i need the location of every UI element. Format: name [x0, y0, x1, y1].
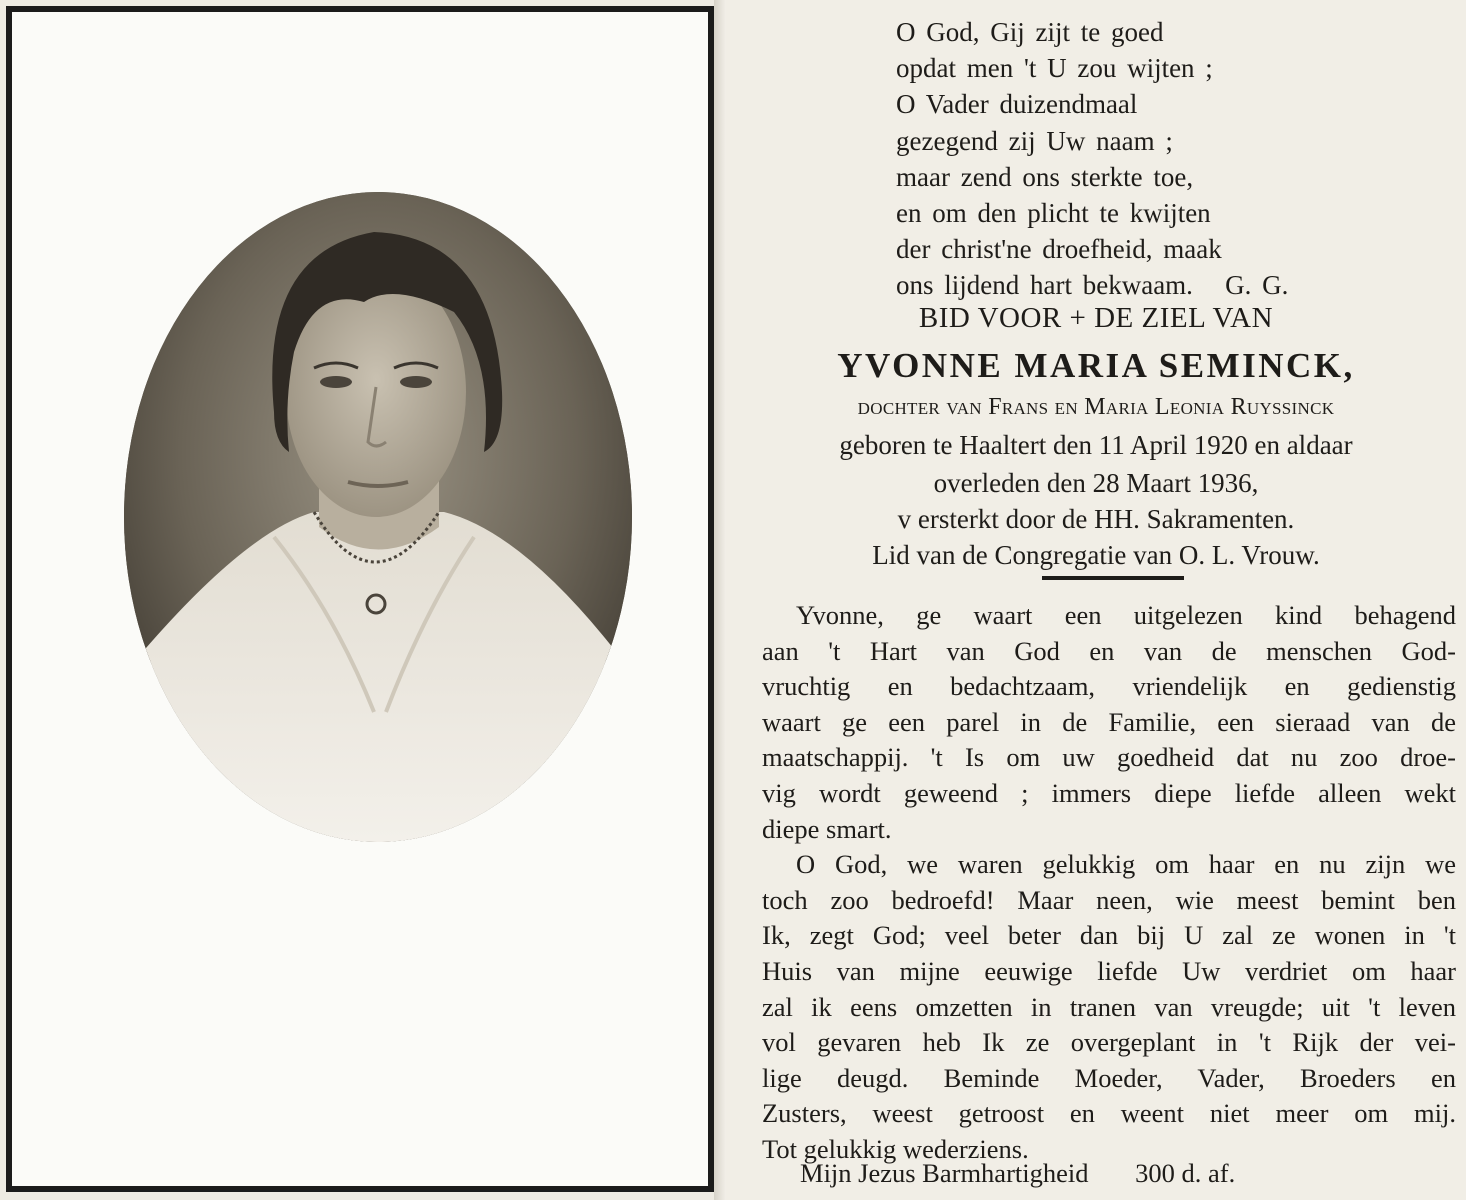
poem	[896, 14, 1416, 304]
poem-line: maar zend ons sterkte toe,	[896, 161, 1194, 192]
body-line: Zusters, weest getroost en weent niet meer om mij.	[762, 1098, 1456, 1129]
indulgence-amount: 300 d. af.	[1135, 1158, 1236, 1188]
indulgence-text: Mijn Jezus Barmhartigheid	[800, 1158, 1089, 1188]
body-line: diepe smart.	[762, 813, 892, 844]
death-line: overleden den 28 Maart 1936,	[933, 468, 1259, 498]
body-line: Huis van mijne eeuwige liefde Uw verdriet om haar	[762, 955, 1456, 986]
poem-line: opdat men 't U zou wijten ;	[896, 53, 1213, 84]
body-line: lige deugd. Beminde Moeder, Vader, Broeders en	[762, 1062, 1456, 1093]
memorial-text	[762, 598, 1456, 1168]
poem-line: O God, Gij zijt te goed	[896, 17, 1164, 47]
indulgence-line	[800, 1158, 1235, 1189]
body-line: Yvonne, ge waart een uitgelezen kind behagend	[796, 600, 1456, 630]
card-gap	[714, 0, 726, 1200]
body-line: waart ge een parel in de Familie, een sieraad van de	[762, 706, 1456, 737]
body-line: aan 't Hart van God en van de menschen God-	[762, 635, 1456, 666]
parents-line: dochter van Frans en Maria Leonia Ruyssinck	[857, 394, 1335, 420]
body-line: Ik, zegt God; veel beter dan bij U zal ze wonen in 't	[762, 920, 1456, 951]
poem-line: der christ'ne droefheid, maak	[896, 234, 1222, 265]
photo-card	[6, 6, 714, 1192]
body-line: vruchtig en bedachtzaam, vriendelijk en gedienstig	[762, 671, 1456, 702]
body-line: vig wordt geweend ; immers diepe liefde alleen wekt	[762, 777, 1456, 808]
body-line: zal ik eens omzetten in tranen van vreugde; uit 't leven	[762, 991, 1456, 1022]
body-line: Tot gelukkig wederziens.	[762, 1133, 1029, 1164]
body-line: O God, we waren gelukkig om haar en nu zijn we	[796, 849, 1456, 880]
poem-line: O Vader duizendmaal	[896, 89, 1138, 120]
portrait-illustration	[124, 192, 632, 842]
body-line: vol gevaren heb Ik ze overgeplant in 't Rijk der vei-	[762, 1027, 1456, 1058]
body-line: toch zoo bedroefd! Maar neen, wie meest bemint ben	[762, 884, 1456, 915]
poem-line: ons lijdend hart bekwaam. G. G.	[896, 270, 1289, 301]
sacraments-line: v ersterkt door de HH. Sakramenten.	[897, 504, 1295, 534]
prayer-heading: BID VOOR + DE ZIEL VAN	[918, 302, 1274, 334]
body-line: maatschappij. 't Is om uw goedheid dat nu zoo droe-	[762, 742, 1456, 773]
divider	[1042, 576, 1184, 580]
text-card	[726, 0, 1466, 1200]
poem-line: gezegend zij Uw naam ;	[896, 125, 1173, 156]
deceased-name: YVONNE MARIA SEMINCK,	[837, 346, 1355, 385]
birth-line: geboren te Haaltert den 11 April 1920 en aldaar	[839, 430, 1353, 460]
poem-line: en om den plicht te kwijten	[896, 198, 1211, 229]
portrait-photo	[124, 192, 632, 842]
congregation-line: Lid van de Congregatie van O. L. Vrouw.	[872, 540, 1320, 570]
